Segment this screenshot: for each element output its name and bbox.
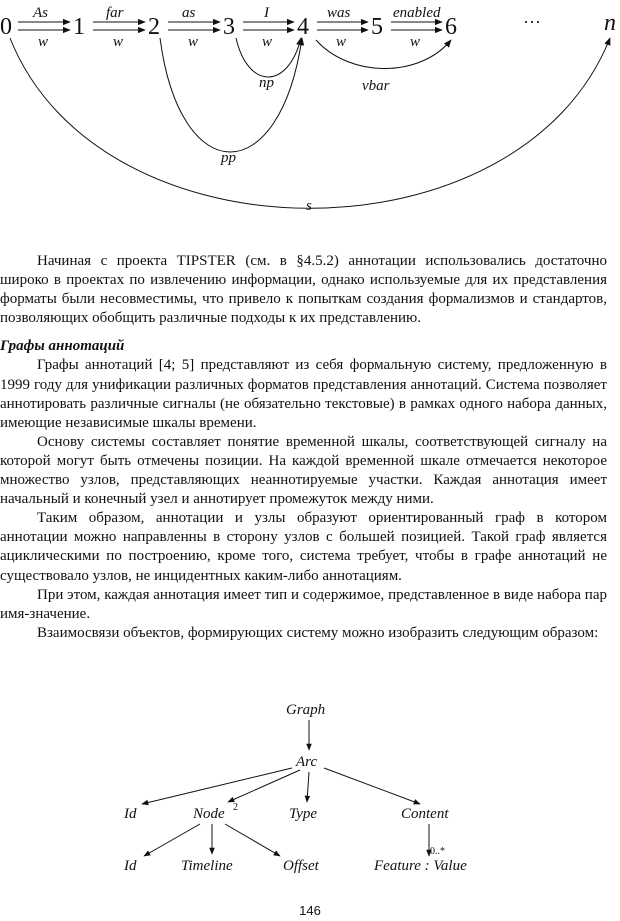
tree-edge-arc-content xyxy=(324,768,420,804)
tree-multiplicity: 0..* xyxy=(430,846,445,857)
arc-label-np: np xyxy=(259,75,274,91)
lattice-node-5: 5 xyxy=(371,14,383,40)
paragraph-annotation-graphs: Графы аннотаций [4; 5] представляют из себя формальную систему, предложенную в 1999 году для унификации различных форматов представления аннотаций. Система позволяет аннотировать различные сигналы (не обязательно текстовые) в рамках одного набора данных, имеющие независимые шкалы времени. xyxy=(0,357,607,431)
tree-node-node: Node xyxy=(193,806,225,822)
lattice-node-3: 3 xyxy=(223,14,235,40)
arc-pp xyxy=(160,38,302,152)
edge-label-w-4: w xyxy=(262,34,273,50)
tree-node-graph: Graph xyxy=(286,702,326,718)
arc-label-s: s xyxy=(306,198,312,214)
edge-label-w-6: w xyxy=(410,34,421,50)
edge-label-w-2: w xyxy=(113,34,124,50)
lattice-node-0: 0 xyxy=(0,14,12,40)
page-number: 146 xyxy=(299,903,321,918)
arc-label-pp: pp xyxy=(221,150,236,166)
lattice-node-n: n xyxy=(604,10,616,36)
edge-label-was: was xyxy=(327,5,351,21)
arc-s xyxy=(10,38,610,208)
edge-label-w-3: w xyxy=(188,34,199,50)
tree-node-id: Id xyxy=(124,806,137,822)
tree-edge-arc-type xyxy=(307,772,309,802)
lattice-node-1: 1 xyxy=(73,14,85,40)
edge-label-w-1: w xyxy=(38,34,49,50)
tree-node-type: Type xyxy=(289,806,318,822)
tree-edge-node-id xyxy=(144,824,200,856)
paragraph-directed-graph: Таким образом, аннотации и узлы образуют ориентированный граф в котором аннотации можно направленны в сторону узлов с большей позицией. Такой граф является ациклическими по построению, кроме того, система требует, чтобы в графе аннотаций не существовало узлов, не инцидентных каким-либо аннотациям. xyxy=(0,510,607,584)
section-heading: Графы аннотаций xyxy=(0,338,125,355)
edge-label-w-5: w xyxy=(336,34,347,50)
tree-node-node-superscript: 2 xyxy=(233,802,238,813)
body-text xyxy=(0,252,607,643)
paragraph-timeline: Основу системы составляет понятие временной шкалы, соответствующей сигналу на которой могут быть отмечены позиции. На каждой временной шкале отмечается некоторое множество узлов, представляющих неаннотируемые участки. Каждая аннотация имеет начальный и конечный узел и аннотирует промежуток между ними. xyxy=(0,433,607,508)
edge-label-as-cap: As xyxy=(33,5,48,21)
edge-label-i: I xyxy=(264,5,269,21)
tree-node-timeline: Timeline xyxy=(181,858,233,874)
edge-label-far: far xyxy=(106,5,124,21)
edge-label-as: as xyxy=(182,5,196,21)
tree-edge-arc-id xyxy=(142,768,292,804)
tree-node-arc: Arc xyxy=(296,754,318,770)
paragraph-relations: Взаимосвязи объектов, формирующих систему можно изобразить следующим образом: xyxy=(37,624,599,641)
tree-edge-node-offset xyxy=(225,824,280,856)
lattice-ellipsis: ··· xyxy=(523,12,541,32)
lattice-node-2: 2 xyxy=(148,14,160,40)
arc-label-vbar: vbar xyxy=(362,78,390,94)
paragraph-tipster: Начиная с проекта TIPSTER (см. в §4.5.2) аннотации использовались достаточно широко в проектах по извлечению информации, однако используемые для их представления форматы были несовместимы, что привело к попыткам создания формализмов и стандартов, позволяющих обобщить различные подходы к их представлению. xyxy=(0,253,607,327)
structure-tree-diagram xyxy=(0,698,620,878)
tree-node-offset: Offset xyxy=(283,858,319,874)
lattice-node-4: 4 xyxy=(297,14,309,40)
lattice-diagram xyxy=(0,0,620,250)
edge-label-enabled: enabled xyxy=(393,5,441,21)
tree-node-content: Content xyxy=(401,806,449,822)
lattice-node-6: 6 xyxy=(445,14,457,40)
tree-node-feature-value: Feature : Value xyxy=(374,858,467,874)
paragraph-type-content: При этом, каждая аннотация имеет тип и содержимое, представленное в виде набора пар имя-значение. xyxy=(0,586,607,622)
tree-node-id-2: Id xyxy=(124,858,137,874)
